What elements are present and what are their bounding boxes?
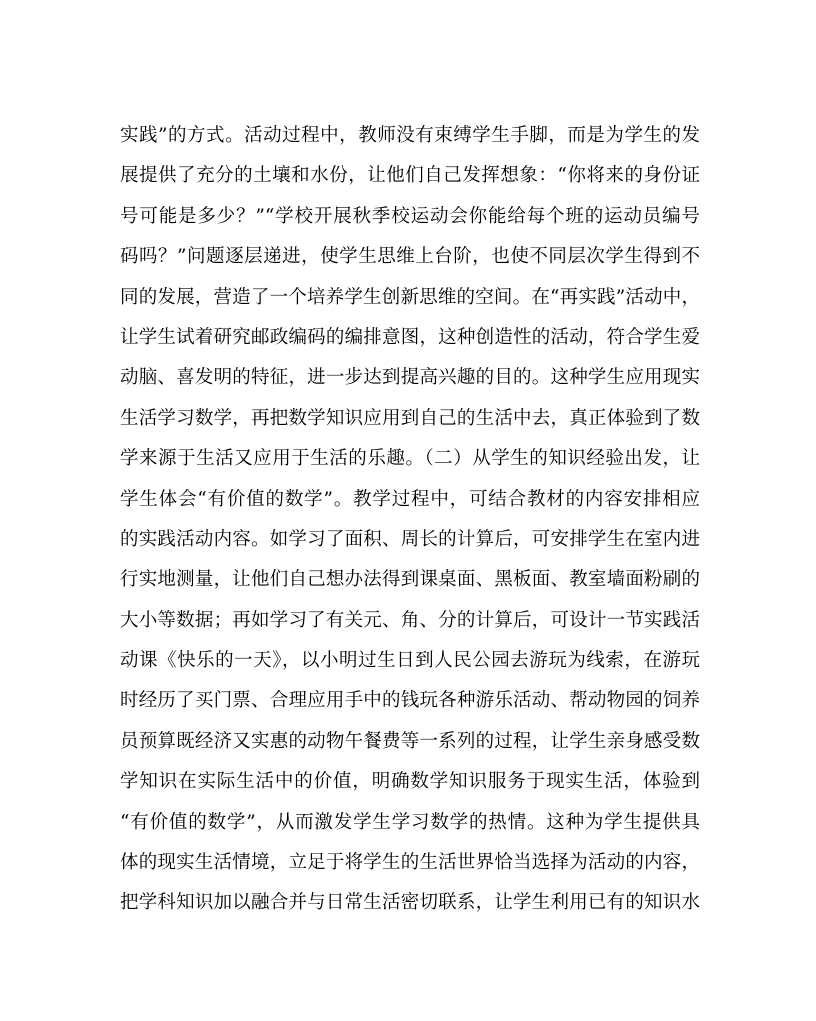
text-line: 学来源于生活又应用于生活的乐趣。（二）从学生的知识经验出发，让 <box>120 448 700 470</box>
text-line: 生活学习数学，再把数学知识应用到自己的生活中去，真正体验到了数 <box>120 407 700 429</box>
text-line: 的实践活动内容。如学习了面积、周长的计算后，可安排学生在室内进 <box>120 528 700 550</box>
text-line: 把学科知识加以融合并与日常生活密切联系，让学生利用已有的知识水 <box>120 892 700 914</box>
text-line: 体的现实生活情境，立足于将学生的生活世界恰当选择为活动的内容， <box>120 852 700 874</box>
text-line: 让学生试着研究邮政编码的编排意图，这种创造性的活动，符合学生爱 <box>120 326 700 348</box>
text-line: 员预算既经济又实惠的动物午餐费等一系列的过程，让学生亲身感受数 <box>120 730 700 752</box>
text-line: 学知识在实际生活中的价值，明确数学知识服务于现实生活，体验到 <box>120 771 700 793</box>
text-line: 码吗？”问题逐层递进，使学生思维上台阶，也使不同层次学生得到不 <box>120 246 700 268</box>
text-line: 大小等数据；再如学习了有关元、角、分的计算后，可设计一节实践活 <box>120 609 700 631</box>
text-line: “有价值的数学”，从而激发学生学习数学的热情。这种为学生提供具 <box>120 811 700 833</box>
text-line: 动脑、喜发明的特征，进一步达到提高兴趣的目的。这种学生应用现实 <box>120 367 700 389</box>
text-line: 号可能是多少？”“学校开展秋季校运动会你能给每个班的运动员编号 <box>120 205 700 227</box>
text-line: 展提供了充分的土壤和水份，让他们自己发挥想象：“你将来的身份证 <box>120 165 700 187</box>
text-line: 时经历了买门票、合理应用手中的钱玩各种游乐活动、帮动物园的饲养 <box>120 690 700 712</box>
text-line: 实践”的方式。活动过程中，教师没有束缚学生手脚，而是为学生的发 <box>120 125 700 146</box>
body-text <box>120 116 700 924</box>
text-line: 学生体会“有价值的数学”。教学过程中，可结合教材的内容安排相应 <box>120 488 700 510</box>
text-line: 动课《快乐的一天》，以小明过生日到人民公园去游玩为线索，在游玩 <box>120 650 700 672</box>
text-line: 行实地测量，让他们自己想办法得到课桌面、黑板面、教室墙面粉刷的 <box>120 569 700 591</box>
text-line: 同的发展，营造了一个培养学生创新思维的空间。在“再实践”活动中， <box>120 286 700 308</box>
